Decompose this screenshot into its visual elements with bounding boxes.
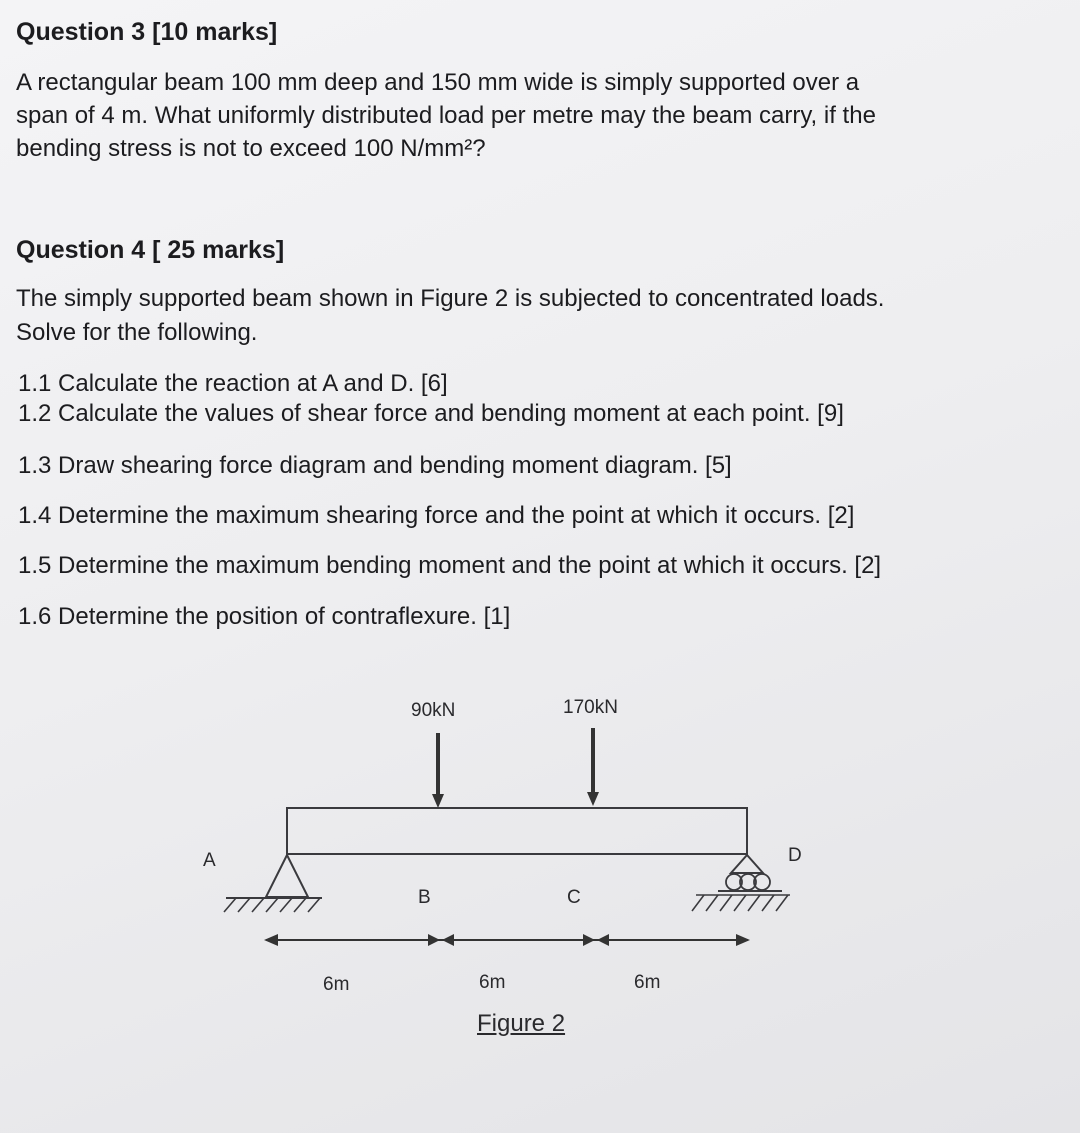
point-label-c: C [567,887,581,908]
pin-support-a [224,855,322,912]
load-arrow-c [587,728,599,806]
roller-support-d [692,855,790,911]
span-label-cd: 6m [634,972,661,993]
q3-heading: Question 3 [10 marks] [16,18,278,46]
q4-intro-line-2: Solve for the following. [16,319,258,346]
q3-line-3: bending stress is not to exceed 100 N/mm²? [16,135,486,162]
q4-heading: Question 4 [ 25 marks] [16,236,285,264]
q3-line-1: A rectangular beam 100 mm deep and 150 mm wide is simply supported over a [16,69,860,96]
dimension-line [264,934,750,946]
figure-caption: Figure 2 [477,1010,566,1037]
span-label-ab: 6m [323,974,350,995]
point-label-d: D [788,845,802,866]
span-label-bc: 6m [479,972,506,993]
load-arrow-b [432,733,444,808]
q4-item-1-6: 1.6 Determine the position of contraflexure. [1] [18,603,511,630]
q4-item-1-4: 1.4 Determine the maximum shearing force and the point at which it occurs. [2] [18,502,855,529]
q4-item-1-2: 1.2 Calculate the values of shear force and bending moment at each point. [9] [18,400,844,427]
point-label-a: A [203,850,216,871]
point-label-b: B [418,887,431,908]
q4-intro-line-1: The simply supported beam shown in Figure 2 is subjected to concentrated loads. [16,285,885,312]
beam [287,808,747,854]
load-label-b: 90kN [411,700,456,721]
load-label-c: 170kN [563,697,618,718]
q4-item-1-3: 1.3 Draw shearing force diagram and bending moment diagram. [5] [18,452,732,479]
q3-line-2: span of 4 m. What uniformly distributed load per metre may the beam carry, if the [16,102,876,129]
q4-item-1-5: 1.5 Determine the maximum bending moment and the point at which it occurs. [2] [18,552,882,579]
q4-item-1-1: 1.1 Calculate the reaction at A and D. [6] [18,370,448,397]
